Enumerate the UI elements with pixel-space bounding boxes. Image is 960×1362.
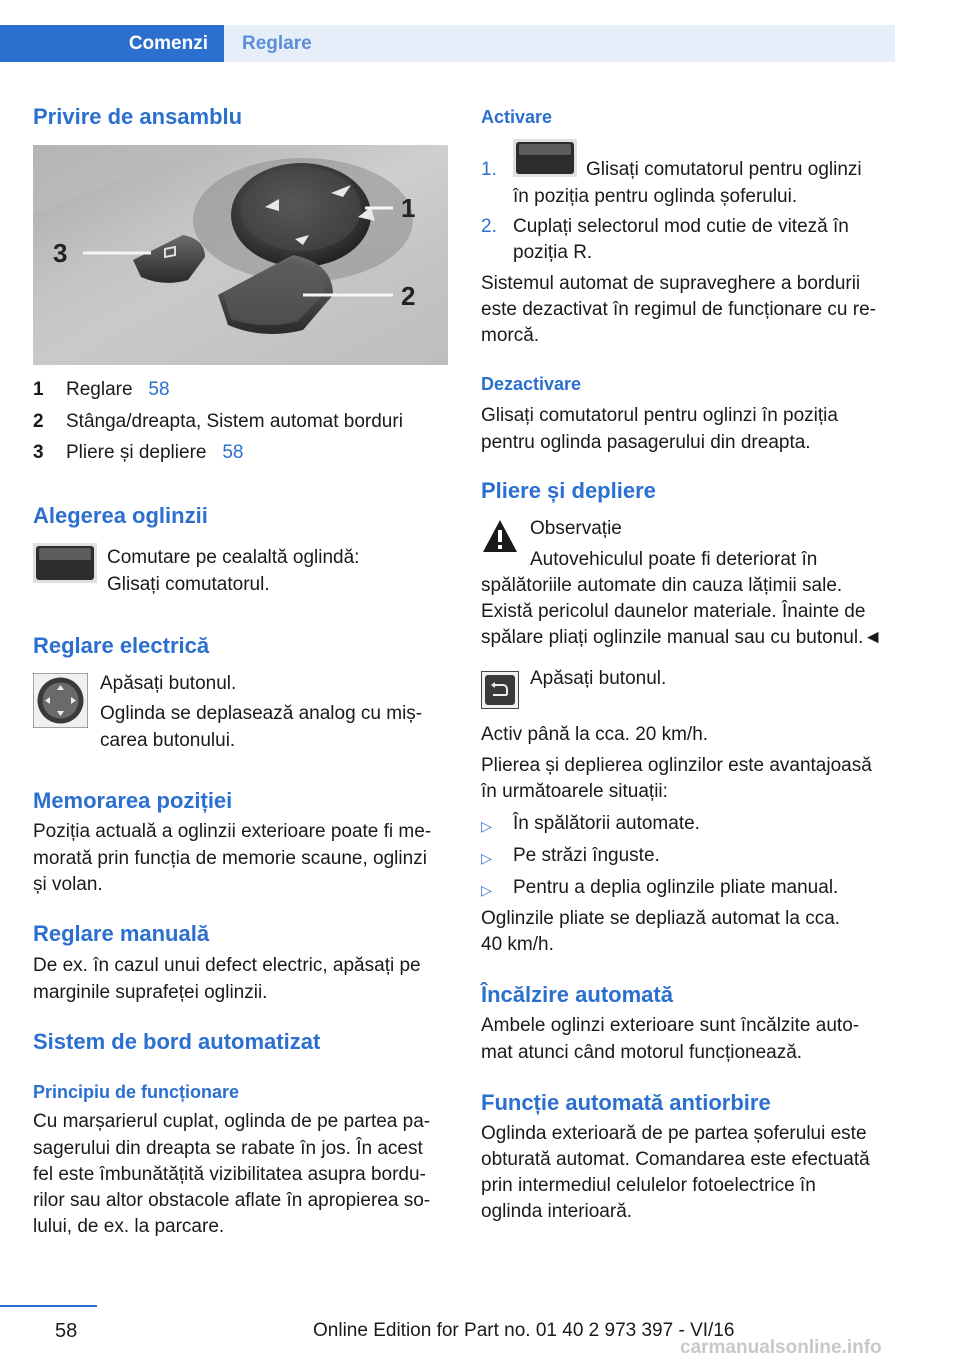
principle-line: fel este îmbunătățită vizibilitatea asupra bordu‐ xyxy=(33,1164,426,1185)
memory-line: Poziția actuală a oglinzii exterioare poate fi me‐ xyxy=(33,821,432,842)
deactivate-title: Dezactivare xyxy=(481,374,582,394)
fold-after-line: Oglinzile pliate se depliază automat la cca. xyxy=(481,908,841,929)
legend-num: 2 xyxy=(33,411,44,432)
activate-note-line: este dezactivat în regimul de funcționare cu re‐ xyxy=(481,299,876,320)
legend-page-link[interactable]: 58 xyxy=(148,379,170,400)
electric-line: carea butonului. xyxy=(100,730,236,751)
photo-label-2: 2 xyxy=(401,281,416,311)
fold-line: în următoarele situații: xyxy=(481,781,668,802)
footer-rule xyxy=(0,1305,97,1307)
select-line: Comutare pe cealaltă oglindă: xyxy=(107,547,360,568)
fold-bullet: În spălătorii automate. xyxy=(513,813,700,834)
deactivate-line: pentru oglinda pasagerului din dreapta. xyxy=(481,432,811,453)
electric-line: Apăsați butonul. xyxy=(100,673,237,694)
warning-line: spălătoriile automate din cauza lățimii sale. xyxy=(481,575,843,596)
page-number: 58 xyxy=(55,1320,78,1342)
antiglare-line: oglinda interioară. xyxy=(481,1201,633,1222)
principle-line: lului, de ex. la parcare. xyxy=(33,1216,225,1237)
step-line: Glisați comutatorul pentru oglinzi xyxy=(586,159,862,180)
warning-icon xyxy=(481,518,519,562)
principle-line: Cu marșarierul cuplat, oglinda de pe partea pa‐ xyxy=(33,1111,431,1132)
mirror-switch-icon xyxy=(513,139,577,185)
select-mirror-title: Alegerea oglinzii xyxy=(33,503,208,528)
bullet-triangle-icon: ▷ xyxy=(481,882,492,898)
memory-line: morată prin funcția de memorie scaune, oglinzi xyxy=(33,848,427,869)
fold-line: Activ până la cca. 20 km/h. xyxy=(481,724,709,745)
photo-label-1: 1 xyxy=(401,193,416,223)
activate-note-line: Sistemul automat de supraveghere a bordurii xyxy=(481,273,861,294)
watermark: carmanualsonline.info xyxy=(680,1337,882,1358)
fold-after-line: 40 km/h. xyxy=(481,934,554,955)
legend-text: Stânga/dreapta, Sistem automat borduri xyxy=(66,411,403,432)
legend-text: Pliere și depliere 58 xyxy=(66,442,244,463)
step-line: Cuplați selectorul mod cutie de viteză în xyxy=(513,216,849,237)
warning-line: Există pericolul daunelor materiale. Înainte de xyxy=(481,601,866,622)
overview-title: Privire de ansamblu xyxy=(33,104,243,129)
mirror-controls-illustration xyxy=(33,145,448,365)
antiglare-line: prin intermediul celulelor fotoelectrice în xyxy=(481,1175,816,1196)
header-tabbar xyxy=(0,25,895,62)
warning-line: spălare pliați oglinzile manual sau cu butonul.◄ xyxy=(481,627,883,648)
tab-reglare[interactable]: Reglare xyxy=(224,25,895,62)
warning-title: Observație xyxy=(530,518,622,539)
footer-edition: Online Edition for Part no. 01 40 2 973 397 - VI/16 xyxy=(313,1320,735,1341)
step-number: 1. xyxy=(481,159,497,180)
photo-label-3: 3 xyxy=(53,238,68,268)
principle-line: sagerului din dreapta se rabate în jos. În acest xyxy=(33,1138,423,1159)
bullet-triangle-icon: ▷ xyxy=(481,850,492,866)
electric-adjust-title: Reglare electrică xyxy=(33,633,210,658)
bullet-triangle-icon: ▷ xyxy=(481,818,492,834)
heating-title: Încălzire automată xyxy=(481,982,673,1007)
fold-bullet: Pe străzi înguste. xyxy=(513,845,660,866)
fold-title: Pliere și depliere xyxy=(481,478,656,503)
legend-text: Reglare 58 xyxy=(66,379,170,400)
deactivate-line: Glisați comutatorul pentru oglinzi în poziția xyxy=(481,405,838,426)
heating-line: Ambele oglinzi exterioare sunt încălzite auto‐ xyxy=(481,1015,860,1036)
manual-adjust-title: Reglare manuală xyxy=(33,921,210,946)
step-line: în poziția pentru oglinda șoferului. xyxy=(513,186,798,207)
manual-line: marginile suprafeței oglinzii. xyxy=(33,982,268,1003)
step-number: 2. xyxy=(481,216,497,237)
select-line: Glisați comutatorul. xyxy=(107,574,270,595)
joystick-icon xyxy=(33,673,88,736)
legend-page-link[interactable]: 58 xyxy=(222,442,244,463)
activate-title: Activare xyxy=(481,107,553,127)
fold-bullet: Pentru a deplia oglinzile pliate manual. xyxy=(513,877,839,898)
memory-title: Memorarea poziției xyxy=(33,788,233,813)
tab-comenzi[interactable]: Comenzi xyxy=(0,25,224,62)
legend-num: 3 xyxy=(33,442,44,463)
heating-line: mat atunci când motorul funcționează. xyxy=(481,1042,803,1063)
mirror-controls-photo xyxy=(33,145,448,365)
curb-system-title: Sistem de bord automatizat xyxy=(33,1029,321,1054)
mirror-switch-icon xyxy=(33,543,97,591)
antiglare-line: Oglinda exterioară de pe partea șoferului este xyxy=(481,1123,867,1144)
fold-button-icon xyxy=(481,671,519,717)
principle-title: Principiu de funcționare xyxy=(33,1082,240,1102)
antiglare-title: Funcție automată antiorbire xyxy=(481,1090,771,1115)
memory-line: și volan. xyxy=(33,874,103,895)
legend-num: 1 xyxy=(33,379,44,400)
principle-line: rilor sau altor obstacole aflate în apropierea so‐ xyxy=(33,1190,431,1211)
fold-press: Apăsați butonul. xyxy=(530,668,667,689)
activate-note-line: morcă. xyxy=(481,325,540,346)
step-line: poziția R. xyxy=(513,242,593,263)
fold-line: Plierea și deplierea oglinzilor este avantajoasă xyxy=(481,755,872,776)
electric-line: Oglinda se deplasează analog cu miș‐ xyxy=(100,703,423,724)
antiglare-line: obturată automat. Comandarea este efectuată xyxy=(481,1149,870,1170)
manual-line: De ex. în cazul unui defect electric, apăsați pe xyxy=(33,955,421,976)
warning-line: Autovehiculul poate fi deteriorat în xyxy=(530,549,818,570)
